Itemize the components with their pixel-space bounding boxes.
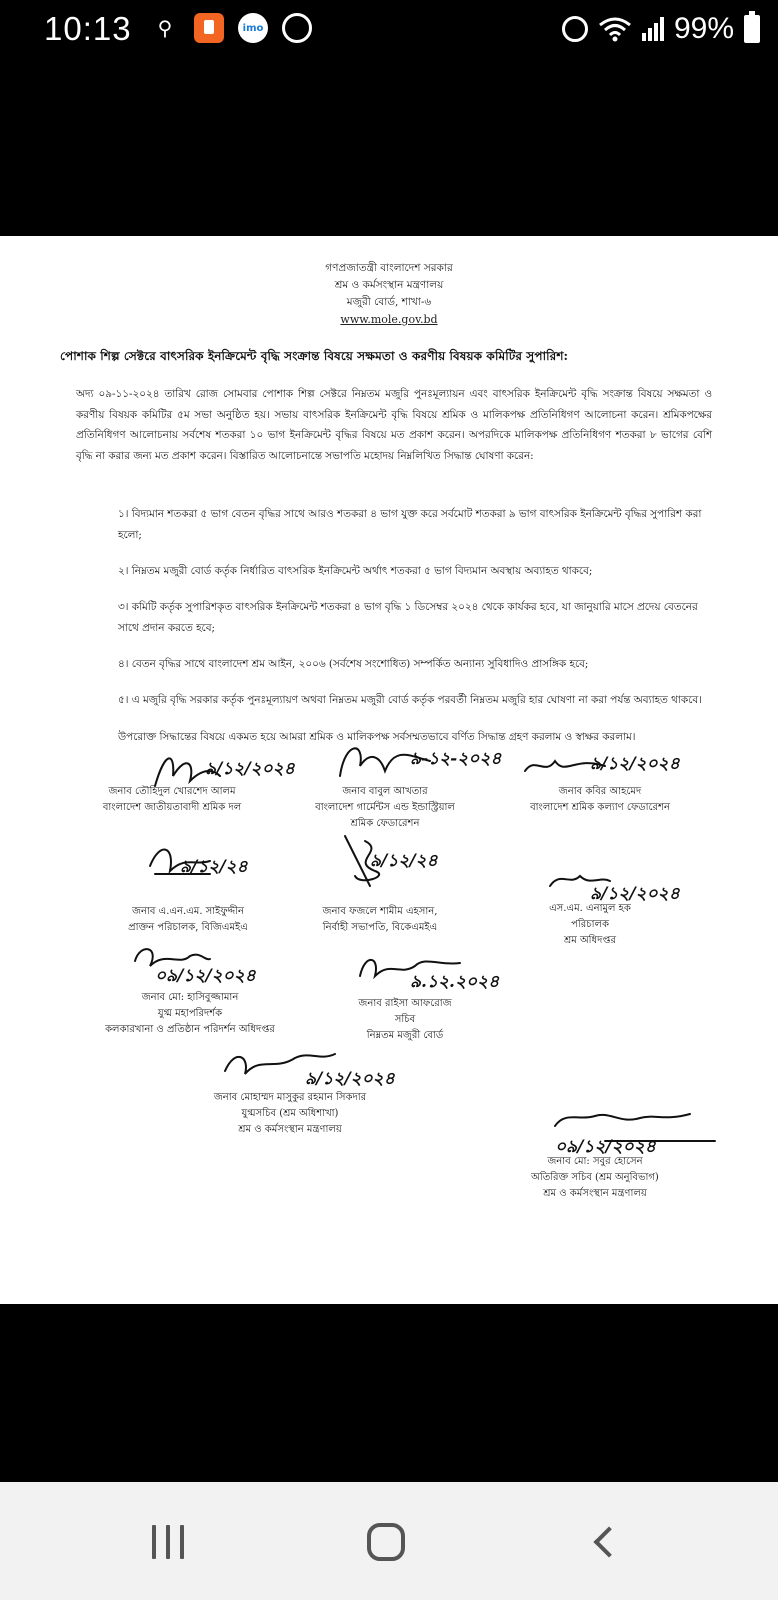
signatory-block: জনাব মো: হাসিবুজ্জামান যুগ্ম মহাপরিদর্শক কলকারখানা ও প্রতিষ্ঠান পরিদর্শন অধিদপ্তর <box>105 992 275 1035</box>
signatory-block: জনাব রাইসা আফরোজ সচিব নিম্নতম মজুরী বোর্ড <box>358 998 452 1041</box>
signatory-block: জনাব এ.এন.এম. সাইফুদ্দীন প্রাক্তন পরিচালক, বিজিএমইএ <box>128 906 248 933</box>
document-image[interactable] <box>0 236 778 1304</box>
notification-icons <box>150 13 312 43</box>
signature-date: ৯/১২/২০২৪ <box>205 759 295 779</box>
app-icon <box>194 13 224 43</box>
signatory-block: জনাব বাবুল আখতার বাংলাদেশ গার্মেন্টস এন্ড ইন্ডাস্ট্রিয়াল শ্রমিক ফেডারেশন <box>315 786 455 829</box>
decision-item: ৫। এ মজুরি বৃদ্ধি সরকার কর্তৃক পুনঃমূল্যায়ণ অথবা নিম্নতম মজুরী বোর্ড কর্তৃক পরবর্তী নিম্নতম মজুরি হার ঘোষণা না করা পর্যন্ত অব্যাহত থাকবে। <box>118 694 702 706</box>
decision-item: ২। নিম্নতম মজুরী বোর্ড কর্তৃক নির্ধারিত বাৎসরিক ইনক্রিমেন্ট অর্থাৎ শতকরা ৫ ভাগ বিদ্যমান অবস্থায় অব্যাহত থাকবে; <box>118 565 593 577</box>
system-icons <box>562 12 760 46</box>
signature-date: ০৯/১২/২০২৪ <box>555 1137 656 1157</box>
battery-icon <box>744 15 760 43</box>
signatory-block: জনাব ফজলে শামীম এহসান, নির্বাহী সভাপতি, বিকেএমইএ <box>322 906 438 933</box>
signature-date: ০৯/১২/২০২৪ <box>155 966 256 986</box>
signatory-block: এস.এম. এনামুল হক পরিচালক শ্রম অধিদপ্তর <box>549 903 631 946</box>
signatory-block: জনাব মোহাম্মদ মাসুকুর রহমান সিকদার যুগ্মসচিব (শ্রম অধিশাখা) শ্রম ও কর্মসংস্থান মন্ত্রণালয় <box>213 1092 367 1135</box>
signatory-block: জনাব তৌহিদুল খোরশেদ আলম বাংলাদেশ জাতীয়তাবাদী শ্রমিক দল <box>102 786 242 813</box>
decision-item: ৪। বেতন বৃদ্ধির সাথে বাংলাদেশ শ্রম আইন, ২০০৬ (সর্বশেষ সংশোধিত) সম্পর্কিত অন্যান্য সুবিধাদিও প্রাসঙ্গিক হবে; <box>118 658 589 670</box>
document-conclusion: উপরোক্ত সিদ্ধান্তের বিষয়ে একমত হয়ে আমরা শ্রমিক ও মালিকপক্ষ সর্বসম্মতভাবে বর্ণিত সিদ্ধান্ত গ্রহণ করলাম ও স্বাক্ষর করলাম। <box>118 731 636 743</box>
wifi-icon <box>598 15 632 43</box>
signature-date: ৯/১২/২০২৪ <box>590 754 680 774</box>
back-button[interactable] <box>574 1512 634 1572</box>
signature-date: ৯.১২.২০২৪ <box>410 972 500 992</box>
decision-item: ১। বিদ্যমান শতকরা ৫ ভাগ বেতন বৃদ্ধির সাথে আরও শতকরা ৪ ভাগ যুক্ত করে সর্বমোট শতকরা ৯ ভাগ বাৎসরিক ইনক্রিমেন্ট বৃদ্ধির সুপারিশ করা হলো; <box>118 508 702 541</box>
header-government: গণপ্রজাতন্ত্রী বাংলাদেশ সরকার <box>325 262 453 274</box>
status-time: 10:13 <box>44 10 132 47</box>
document-intro: অদ্য ০৯-১১-২০২৪ তারিখ রোজ সোমবার পোশাক শিল্প সেক্টরে নিম্নতম মজুরি পুনঃমূল্যায়ন এবং বাৎসরিক ইনক্রিমেন্ট বৃদ্ধি সংক্রান্ত বিষয়ে সক্ষমতা ও করণীয় বিষয়ক কমিটির ৫ম সভা অনুষ্ঠিত হয়। সভায় বাৎসরিক ইনক্রিমেন্ট বৃদ্ধি বিষয়ে শ্রমিক ও মালিকপক্ষ প্রতিনিধিগণ আলোচনা করেন। শ্রমিকপক্ষের প্রতিনিধিগণ আলোচনায় সর্বশেষ শতকরা ১০ ভাগ ইনক্রিমেন্ট বৃদ্ধির বিষয়ে মত প্রকাশ করেন। অপরদিকে মালিকপক্ষ প্রতিনিধিগণ শতকরা ৮ ভাগের বেশি বৃদ্ধি না করার জন্য মত প্রকাশ করেন। বিস্তারিত আলোচনান্তে সভাপতি মহোদয় নিম্নলিখিত সিদ্ধান্ত ঘোষণা করেন: <box>76 388 712 462</box>
signature-date: ৯-১২-২০২৪ <box>410 749 502 769</box>
document-title: পোশাক শিল্প সেক্টরে বাৎসরিক ইনক্রিমেন্ট বৃদ্ধি সংক্রান্ত বিষয়ে সক্ষমতা ও করণীয় বিষয়ক কমিটির সুপারিশ: <box>60 349 569 363</box>
decision-list <box>118 504 714 726</box>
signatory-block: জনাব মো: সবুর হোসেন অতিরিক্ত সচিব (শ্রম অনুবিভাগ) শ্রম ও কর্মসংস্থান মন্ত্রণালয় <box>531 1156 659 1199</box>
status-bar <box>0 0 778 60</box>
header-ministry: শ্রম ও কর্মসংস্থান মন্ত্রণালয় <box>334 279 444 291</box>
signature-date: ৯/১২/২০২৪ <box>590 884 680 904</box>
signature-date: ৯/১২/২৪ <box>370 851 438 871</box>
home-button[interactable] <box>356 1512 416 1572</box>
signature-date: ৯/১২/২৪ <box>180 857 248 877</box>
alarm-icon <box>562 16 588 42</box>
signal-icon <box>642 17 664 41</box>
usb-icon: ⚲ <box>157 16 173 40</box>
header-url: www.mole.gov.bd <box>340 313 438 326</box>
navigation-bar <box>0 1482 778 1600</box>
signatory-block: জনাব কবির আহমেদ বাংলাদেশ শ্রমিক কল্যাণ ফেডারেশন <box>530 786 670 813</box>
recents-button[interactable] <box>138 1512 198 1572</box>
battery-percent: 99% <box>673 12 734 45</box>
header-branch: মজুরী বোর্ড, শাখা-৬ <box>346 296 432 308</box>
signature-date: ৯/১২/২০২৪ <box>305 1069 395 1089</box>
home-icon <box>367 1523 405 1561</box>
imo-icon: imo <box>238 13 268 43</box>
document-header <box>0 260 778 328</box>
messenger-icon <box>282 13 312 43</box>
back-icon <box>593 1526 624 1557</box>
decision-item: ৩। কমিটি কর্তৃক সুপারিশকৃত বাৎসরিক ইনক্রিমেন্ট শতকরা ৪ ভাগ বৃদ্ধি ১ ডিসেম্বর ২০২৪ থেকে কার্যকর হবে, যা জানুয়ারি মাসে প্রদেয় বেতনের সাথে প্রদান করতে হবে; <box>118 601 698 634</box>
